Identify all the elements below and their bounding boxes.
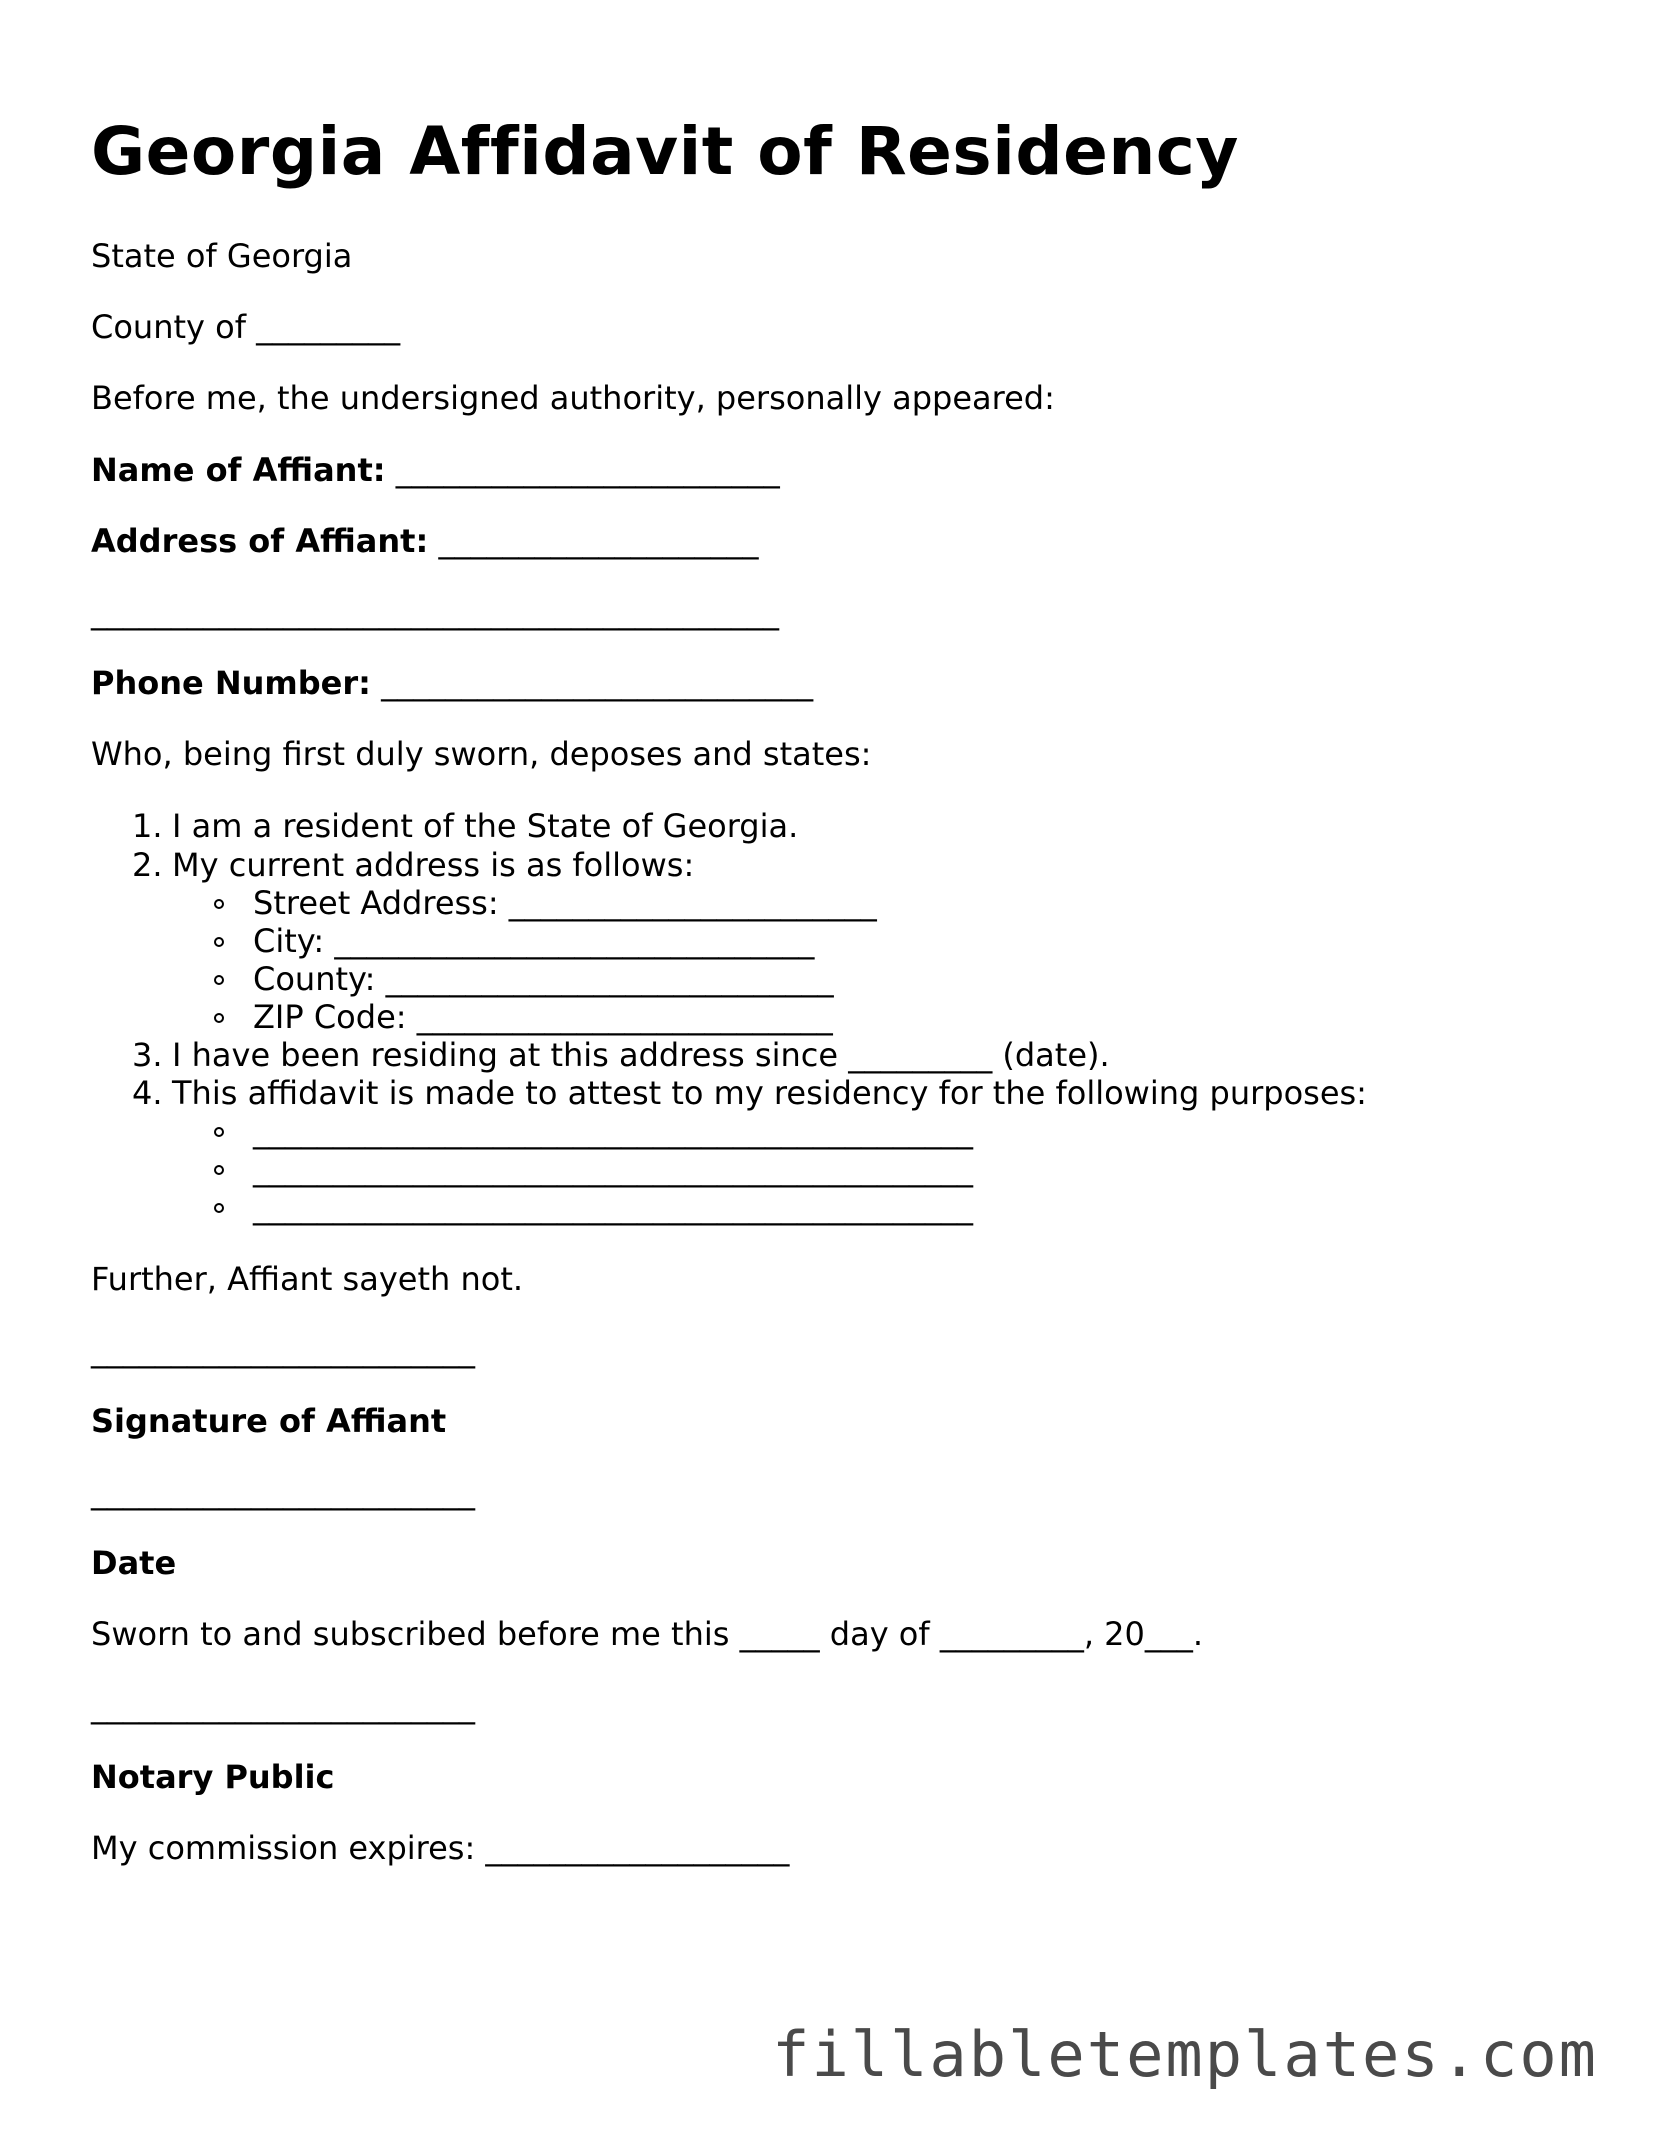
name-label: Name of Affiant: xyxy=(91,451,386,489)
sub-list-item: _____________________________________________ xyxy=(253,1150,973,1188)
notary-label: Notary Public xyxy=(91,1758,335,1796)
sub-list-item: _____________________________________________ xyxy=(253,1188,973,1226)
further-statement: Further, Affiant sayeth not. xyxy=(91,1260,524,1298)
list-item-number: 3. xyxy=(132,1036,163,1074)
address-of-affiant-field xyxy=(91,521,758,561)
notary-line: ________________________ xyxy=(91,1687,475,1725)
address-label: Address of Affiant: xyxy=(91,522,429,560)
list-item: I am a resident of the State of Georgia. xyxy=(172,807,799,845)
document-title: Georgia Affidavit of Residency xyxy=(91,113,1239,190)
bullet-icon xyxy=(214,1203,224,1213)
date-line: ________________________ xyxy=(91,1473,475,1511)
date-label: Date xyxy=(91,1544,177,1582)
sub-list-item: Street Address: _______________________ xyxy=(253,884,877,922)
bullet-icon xyxy=(214,1165,224,1175)
sub-list-item: City: ______________________________ xyxy=(253,922,815,960)
county-line: County of _________ xyxy=(91,308,401,346)
signature-label: Signature of Affiant xyxy=(91,1402,447,1440)
bullet-icon xyxy=(214,1127,224,1137)
address-blank: ____________________ xyxy=(438,522,759,560)
list-item: This affidavit is made to attest to my residency for the following purposes: xyxy=(172,1074,1367,1112)
list-item-number: 2. xyxy=(132,846,163,884)
phone-number-field xyxy=(91,663,813,703)
signature-line: ________________________ xyxy=(91,1331,475,1369)
name-blank: ________________________ xyxy=(395,451,780,489)
intro-text: Before me, the undersigned authority, personally appeared: xyxy=(91,379,1055,417)
sub-list-item: _____________________________________________ xyxy=(253,1112,973,1150)
list-item: My current address is as follows: xyxy=(172,846,695,884)
sworn-intro: Who, being first duly sworn, deposes and states: xyxy=(91,735,872,773)
sub-list-item: ZIP Code: __________________________ xyxy=(253,998,833,1036)
phone-label: Phone Number: xyxy=(91,664,371,702)
list-item-number: 4. xyxy=(132,1074,163,1112)
bullet-icon xyxy=(214,937,224,947)
sub-list-item: County: ____________________________ xyxy=(253,960,834,998)
bullet-icon xyxy=(214,899,224,909)
bullet-icon xyxy=(214,1013,224,1023)
address-line-2: ___________________________________________ xyxy=(91,593,779,631)
watermark: fillabletemplates.com xyxy=(772,2018,1598,2091)
sworn-before-text: Sworn to and subscribed before me this _____ day of _________, 20___. xyxy=(91,1615,1204,1653)
commission-expires: My commission expires: ___________________ xyxy=(91,1829,790,1867)
list-item-number: 1. xyxy=(132,807,163,845)
phone-blank: ___________________________ xyxy=(381,664,814,702)
name-of-affiant-field xyxy=(91,450,780,490)
list-item: I have been residing at this address since _________ (date). xyxy=(172,1036,1110,1074)
state-line: State of Georgia xyxy=(91,237,353,275)
bullet-icon xyxy=(214,975,224,985)
